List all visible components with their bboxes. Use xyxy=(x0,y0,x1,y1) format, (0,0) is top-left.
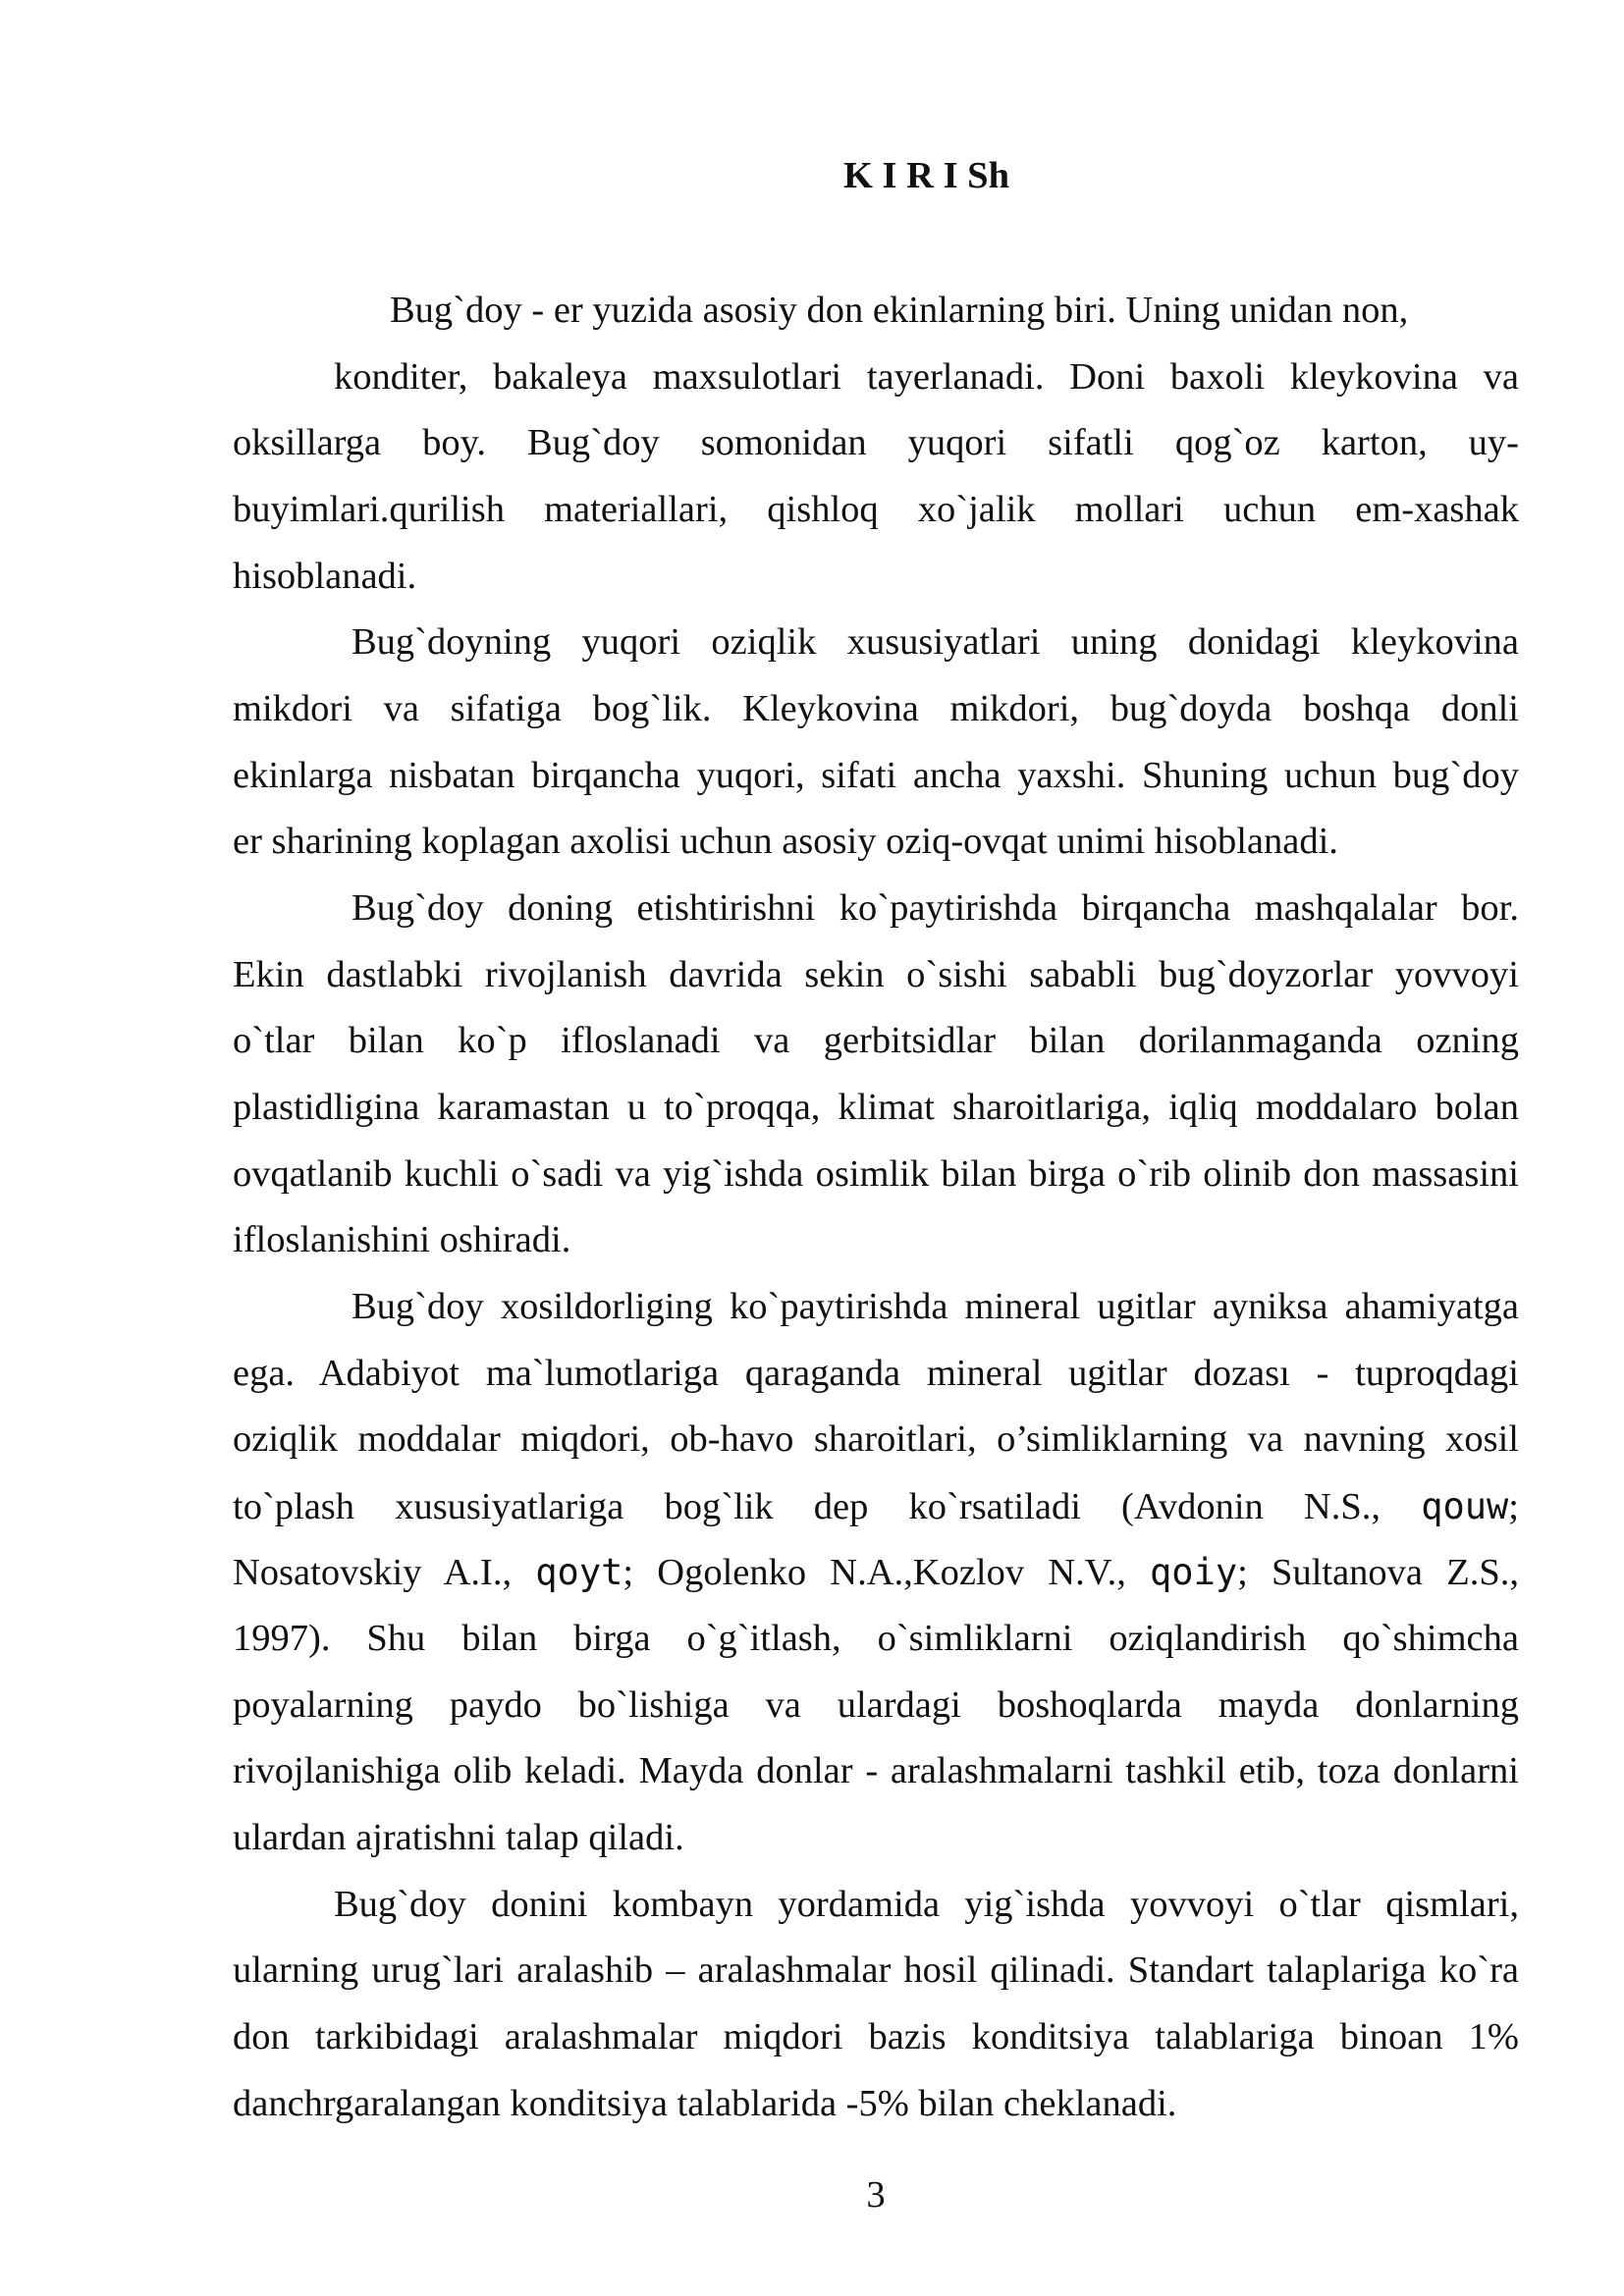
text-line: Bug`doy xosildorliging ko`paytirishda mineral ugitlar ayniksa ahamiyatga xyxy=(352,1285,1519,1327)
text-line: oksillarga boy. Bug`doy somonidan yuqori sifatli qog`oz karton, uy- xyxy=(233,422,1519,464)
text-line: mikdori va sifatiga bog`lik. Kleykovina mikdori, bug`doyda boshqa donli xyxy=(233,687,1519,729)
text-line: ega. Adabiyot ma`lumotlariga qaraganda mineral ugitlar dozası - tuproqdagi xyxy=(233,1352,1519,1394)
text-line: er sharining koplagan axolisi uchun asosiy oziq-ovqat unimi hisoblanadi. xyxy=(233,821,1338,863)
text-line: 1997). Shu bilan birga o`g`itlash, o`simliklarni oziqlandirish qo`shimcha xyxy=(233,1618,1519,1660)
text-line: plastidligina karamastan u to`proqqa, klimat sharoitlariga, iqliq moddalaro bolan xyxy=(233,1086,1519,1128)
paragraph xyxy=(233,278,1519,610)
line-text: to`plash xususiyatlariga bog`lik dep ko`rsatiladi (Avdonin N.S., xyxy=(233,1485,1422,1527)
paragraph xyxy=(233,610,1519,876)
text-line: ularning urug`lari aralashib – aralashmalar hosil qilinadi. Standart talaplariga ko`ra xyxy=(233,1949,1519,1992)
body-text xyxy=(233,278,1519,2137)
text-line: ovqatlanib kuchli o`sadi va yig`ishda osimlik bilan birga o`rib olinib don massasini xyxy=(233,1152,1519,1195)
citation-year: qoyt xyxy=(535,1551,623,1594)
paragraph xyxy=(233,876,1519,1274)
text-line: poyalarning paydo bo`lishiga va ulardagi boshoqlarda mayda donlarning xyxy=(233,1683,1519,1726)
page-title: K I R I Sh xyxy=(842,155,1010,196)
text-line: hisoblanadi. xyxy=(233,555,417,597)
page-number: 3 xyxy=(866,2174,886,2216)
text-line: Bug`doy doning etishtirishni ko`paytirishda birqancha mashqalalar bor. xyxy=(352,886,1519,929)
text-line: danchrgaralangan konditsiya talablarida -5% bilan cheklanadi. xyxy=(233,2082,1177,2124)
text-line: oziqlik moddalar miqdori, ob-havo sharoitlari, o’simliklarning va navning xosil xyxy=(233,1418,1519,1461)
line-text: ; Ogolenko N.A.,Kozlov N.V., xyxy=(623,1552,1151,1594)
paragraph xyxy=(233,1274,1519,1872)
text-line: o`tlar bilan ko`p ifloslanadi va gerbitsidlar bilan dorilanmaganda ozning xyxy=(233,1020,1519,1062)
citation-year: qoiy xyxy=(1150,1551,1238,1594)
text-line: konditer, bakaleya maxsulotlari tayerlanadi. Doni baxoli kleykovina va xyxy=(334,355,1519,398)
line-text: ; xyxy=(1508,1485,1519,1527)
text-line: ulardan ajratishni talap qiladi. xyxy=(233,1817,684,1859)
text-line: Bug`doy donini kombayn yordamida yig`ishda yovvoyi o`tlar qismlari, xyxy=(334,1883,1519,1925)
text-line xyxy=(233,1539,1519,1606)
text-line: buyimlari.qurilish materiallari, qishloq xo`jalik mollari uchun em-xashak xyxy=(233,488,1519,530)
text-line: ifloslanishini oshiradi. xyxy=(233,1219,571,1261)
line-text: ; Sultanova Z.S., xyxy=(1237,1552,1520,1594)
text-line: Bug`doyning yuqori oziqlik xususiyatlari uning donidagi kleykovina xyxy=(352,621,1519,664)
text-line: don tarkibidagi aralashmalar miqdori bazis konditsiya talablariga binoan 1% xyxy=(233,2016,1519,2058)
line-text: Nosatovskiy A.I., xyxy=(233,1552,536,1594)
citation-year: qouw xyxy=(1421,1484,1509,1527)
text-line: Bug`doy - er yuzida asosiy don ekinlarning biri. Uning unidan non, xyxy=(390,290,1409,331)
text-line xyxy=(233,1473,1519,1540)
paragraph xyxy=(233,1872,1519,2138)
text-line: ekinlarga nisbatan birqancha yuqori, sifati ancha yaxshi. Shuning uchun bug`doy xyxy=(233,754,1519,796)
text-line: Ekin dastlabki rivojlanish davrida sekin o`sishi sababli bug`doyzorlar yovvoyi xyxy=(233,953,1519,995)
text-line: rivojlanishiga olib keladi. Mayda donlar - aralashmalarni tashkil etib, toza donlarni xyxy=(233,1750,1519,1792)
